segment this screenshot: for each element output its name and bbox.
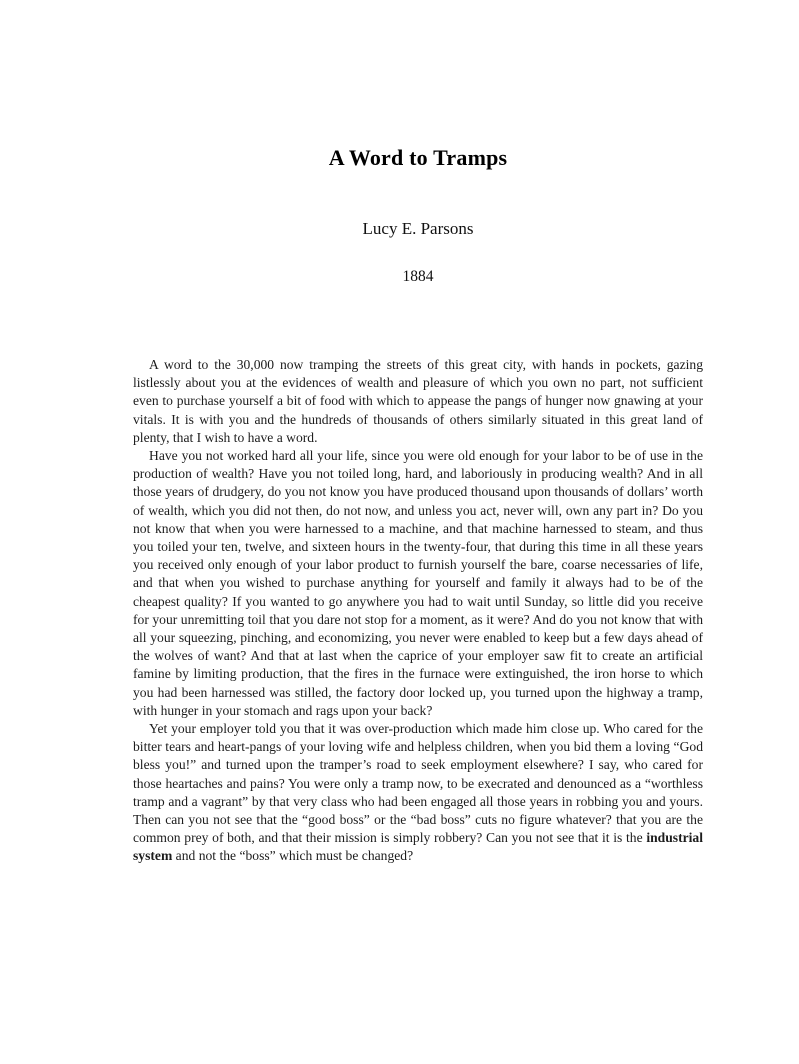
paragraph-3-text-before-emphasis: Yet your employer told you that it was over-production which made him close up. Who cared for the bitter tears and heart-pangs of your loving wife and helpless children, when you bid them a loving “God bless you!” and turned upon the tramper’s road to seek employment elsewhere? I say, who cared for those heartaches and pains? You were only a tramp now, to be execrated and denounced as a “worthless tramp and a vagrant” by that very class who had been engaged all those years in robbing you and yours. Then can you not see that the “good boss” or the “bad boss” cuts no figure whatever? that you are the common prey of both, and that their mission is simply robbery? Can you not see that it is the <box>133 721 703 846</box>
paragraph-3-text-after-emphasis: and not the “boss” which must be changed? <box>172 848 414 864</box>
paragraph-2: Have you not worked hard all your life, since you were old enough for your labor to be of use in the production of wealth? Have you not toiled long, hard, and laboriously in producing wealth? And in all those years of drudgery, do you not know you have produced thousand upon thousands of dollars’ worth of wealth, which you did not then, do not now, and unless you act, never will, own any part in? Do you not know that when you were harnessed to a machine, and that machine harnessed to steam, and thus you toiled your ten, twelve, and sixteen hours in the twenty-four, that during this time in all these years you received only enough of your labor product to furnish yourself the bare, coarse necessaries of life, and that when you wished to purchase anything for yourself and family it always had to be of the cheapest quality? If you wanted to go anywhere you had to wait until Sunday, so little did you receive for your unremitting toil that you dare not stop for a moment, as it were? And do you not know that with all your squeezing, pinching, and economizing, you never were enabled to keep but a few days ahead of the wolves of want? And that at last when the caprice of your employer saw fit to create an artificial famine by limiting production, that the fires in the furnace were extinguished, the iron horse to which you had been harnessed was stilled, the factory door locked up, you turned upon the highway a tramp, with hunger in your stomach and rags upon your back? <box>133 448 703 718</box>
paragraph-3 <box>133 720 703 866</box>
doc-title: A Word to Tramps <box>328 145 508 170</box>
paragraph-1: A word to the 30,000 now tramping the streets of this great city, with hands in pockets, gazing listlessly about you at the evidences of wealth and pleasure of which you own no part, not sufficient even to purchase yourself a bit of food with which to appease the pangs of hunger now gnawing at your vitals. It is with you and the hundreds of thousands of others similarly situated in this great land of plenty, that I wish to have a word. <box>133 357 703 445</box>
doc-author: Lucy E. Parsons <box>362 219 474 238</box>
doc-year: 1884 <box>402 268 434 285</box>
emphasis-industrial-system: industrial system <box>133 830 703 864</box>
doc-body <box>133 356 703 866</box>
